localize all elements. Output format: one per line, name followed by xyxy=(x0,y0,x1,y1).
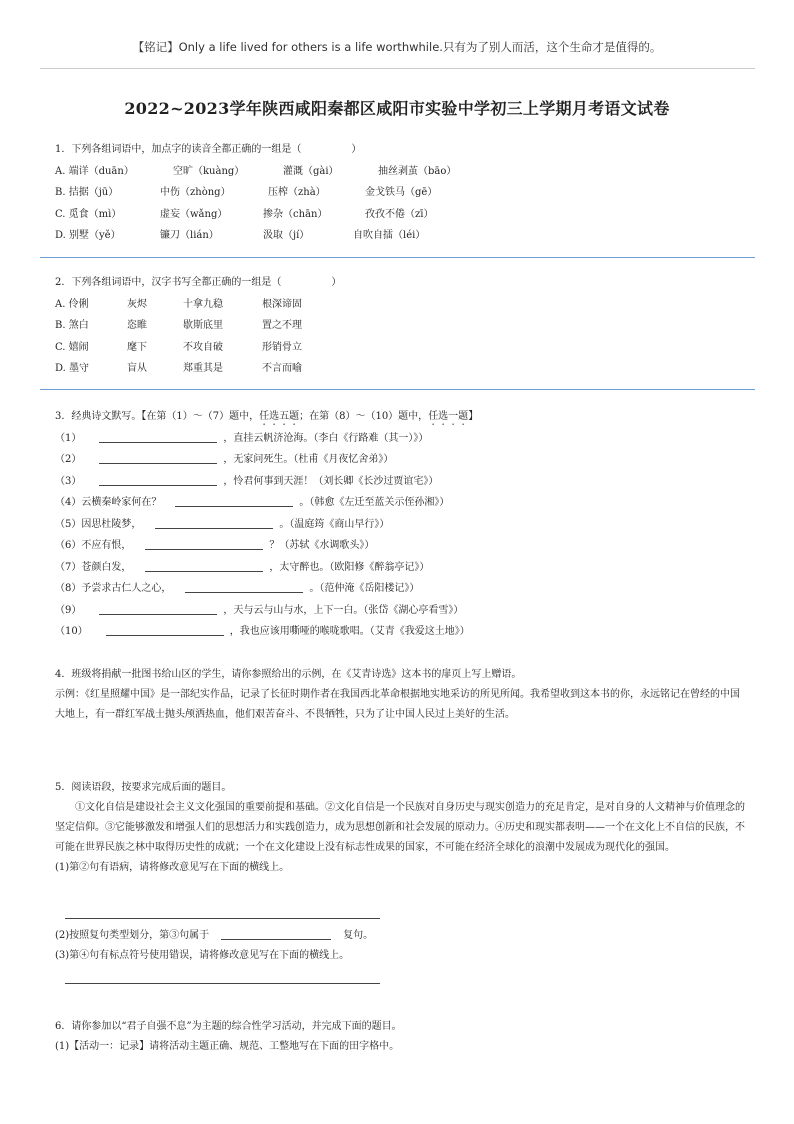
option-d-word-4: 不言而喻 xyxy=(262,363,302,374)
option-b-word-3: 歇斯底里 xyxy=(183,320,223,331)
answer-blank[interactable] xyxy=(185,580,303,593)
option-c-word-1: C. 觅食（mì） xyxy=(55,208,122,220)
option-c-word-3: 不攻自破 xyxy=(183,341,223,353)
option-b-word-1: B. 拮据（jū） xyxy=(55,187,119,198)
option-d-word-2: 盲从 xyxy=(127,363,147,374)
option-b-word-2: 中伤（zhòng） xyxy=(160,187,231,198)
answer-blank[interactable] xyxy=(99,473,217,486)
question-6-stem: 6．请你参加以“君子自强不息”为主题的综合性学习活动，并完成下面的题目。 xyxy=(55,1021,402,1032)
question-5-passage: ①文化自信是建设社会主义文化强国的重要前提和基础。②文化自信是一个民族对自身历史与现实创造力的充足肯定，是对自身的人文精神与价值理念的坚定信仰。③它能够激发和增强人们的思想活力和实践创造力，成为思想创新和社会发展的原动力。④历史和现实都表明——一个在文化上不自信的民族，不可能在世界民族之林中取得历史性的成就；一个在文化建设上没有标志性成果的国家，不可能在经济全球化的浪潮中发展成为现代化的强国。 xyxy=(55,802,745,853)
question-3 xyxy=(55,406,478,643)
option-row xyxy=(55,204,434,226)
option-c-word-3: 掺杂（chān） xyxy=(263,208,328,220)
recitation-item: （2） ，无家问死生。（杜甫《月夜忆舍弟》） xyxy=(55,449,478,471)
option-b-word-1: B. 煞白 xyxy=(55,320,89,331)
answer-blank[interactable] xyxy=(221,927,331,940)
option-c-word-2: 虚妄（wǎng） xyxy=(160,208,228,220)
option-row xyxy=(55,161,457,183)
option-a-word-1: A. 伶俐 xyxy=(55,298,89,310)
question-4 xyxy=(55,665,745,725)
answer-blank[interactable] xyxy=(155,516,273,529)
question-2 xyxy=(55,272,341,380)
answer-blank[interactable] xyxy=(99,602,217,615)
option-a-word-3: 十拿九稳 xyxy=(183,298,223,310)
question-1 xyxy=(55,139,457,247)
answer-blank[interactable] xyxy=(99,430,217,443)
question-1-stem: 1．下列各组词语中，加点字的读音全都正确的一组是（ ） xyxy=(55,144,362,155)
recitation-item: （5）因思杜陵梦， 。（温庭筠《商山早行》） xyxy=(55,514,478,536)
option-row xyxy=(55,182,438,204)
question-6-sub-1: (1)【活动一：记录】请将活动主题正确、规范、工整地写在下面的田字格中。 xyxy=(55,1041,400,1052)
motto-banner: 【铭记】Only a life lived for others is a life worthwhile.只有为了别人而活，这个生命才是值得的。 xyxy=(132,40,662,54)
question-6 xyxy=(55,1017,745,1057)
recitation-item: （10） ，我也应该用嘶哑的喉咙歌唱。（艾青《我爱这土地》） xyxy=(55,621,478,643)
question-5 xyxy=(55,778,745,878)
option-c-word-1: C. 嬉闹 xyxy=(55,341,89,353)
question-4-example: 示例：《红星照耀中国》是一部纪实作品，记录了长征时期作者在我国西北革命根据地实地采访的所见所闻。我希望收到这本书的你，永远铭记在曾经的中国大地上，有一群红军战士抛头颅洒热血，他们艰苦奋斗、不畏牺牲，只为了让中国人民过上美好的生活。 xyxy=(55,689,740,720)
recitation-item: （9） ，天与云与山与水，上下一白。（张岱《湖心亭看雪》） xyxy=(55,600,478,622)
option-a-word-2: 空旷（kuàng） xyxy=(173,165,245,177)
recitation-item: （6）不应有恨， ？（苏轼《水调歌头》） xyxy=(55,535,478,557)
option-b-word-2: 恣睢 xyxy=(127,320,147,331)
recitation-item: （8）予尝求古仁人之心， 。（范仲淹《岳阳楼记》） xyxy=(55,578,478,600)
recitation-item: （7）苍颜白发， ，太守醉也。（欧阳修《醉翁亭记》） xyxy=(55,557,478,579)
question-5-sub-1: (1)第②句有语病，请将修改意见写在下面的横线上。 xyxy=(55,862,290,873)
option-row xyxy=(55,294,341,316)
question-5-sub-3: (3)第④句有标点符号使用错误，请将修改意见写在下面的横线上。 xyxy=(55,950,350,961)
answer-blank[interactable] xyxy=(106,623,224,636)
question-5-sub-2: (2)按照复句类型划分，第③句属于 复句。 xyxy=(55,926,745,946)
option-row xyxy=(55,315,341,337)
answer-line-5-1[interactable] xyxy=(65,918,380,919)
exam-title: 2022~2023学年陕西咸阳秦都区咸阳市实验中学初三上学期月考语文试卷 xyxy=(124,99,670,118)
option-row xyxy=(55,358,341,380)
question-3-stem: 3．经典诗文默写。【在第（1）～（7）题中，任选五题；在第（8）～（10）题中，任选一题】 xyxy=(55,411,479,422)
option-d-word-4: 自吹自擂（léi） xyxy=(353,230,426,241)
option-b-word-4: 金戈铁马（gē） xyxy=(365,187,438,198)
option-d-word-2: 镰刀（lián） xyxy=(160,230,219,241)
option-a-word-2: 灰烬 xyxy=(127,298,147,310)
question-2-stem: 2．下列各组词语中，汉字书写全都正确的一组是（ ） xyxy=(55,277,342,288)
question-5-stem: 5．阅读语段，按要求完成后面的题目。 xyxy=(55,782,232,793)
emphasis-choose-one: 任选一题 xyxy=(428,411,469,422)
recitation-item: （4）云横秦岭家何在？ 。（韩愈《左迁至蓝关示侄孙湘》） xyxy=(55,492,478,514)
option-d-word-3: 汲取（jí） xyxy=(263,230,310,241)
option-a-word-4: 根深谛固 xyxy=(262,298,302,310)
option-b-word-3: 压榨（zhà） xyxy=(268,187,326,198)
answer-blank[interactable] xyxy=(99,451,217,464)
option-d-word-1: D. 别墅（yě） xyxy=(55,230,121,241)
answer-blank[interactable] xyxy=(145,537,263,550)
recitation-item: （3） ，怜君何事到天涯！（刘长卿《长沙过贾谊宅》） xyxy=(55,471,478,493)
option-a-word-1: A. 端详（duān） xyxy=(55,165,134,177)
option-a-word-4: 抽丝剥茧（bāo） xyxy=(378,165,457,177)
header-divider xyxy=(40,68,755,69)
option-row xyxy=(55,337,341,359)
option-c-word-4: 形销骨立 xyxy=(262,341,302,353)
emphasis-choose-five: 任选五题 xyxy=(259,411,300,422)
option-row xyxy=(55,225,426,247)
answer-blank[interactable] xyxy=(175,494,293,507)
section-divider xyxy=(40,389,755,390)
answer-blank[interactable] xyxy=(145,559,263,572)
question-4-stem: 4．班级将捐献一批图书给山区的学生，请你参照给出的示例，在《艾青诗选》这本书的扉页上写上赠语。 xyxy=(55,669,522,680)
section-divider xyxy=(40,257,755,258)
option-d-word-3: 郑重其是 xyxy=(183,363,223,374)
answer-line-5-3[interactable] xyxy=(65,983,380,984)
option-c-word-2: 麾下 xyxy=(127,341,147,353)
option-c-word-4: 孜孜不倦（zī） xyxy=(365,208,434,220)
recitation-item: （1） ，直挂云帆济沧海。（李白《行路难（其一）》） xyxy=(55,428,478,450)
option-d-word-1: D. 墨守 xyxy=(55,363,90,374)
option-b-word-4: 置之不理 xyxy=(262,320,302,331)
option-a-word-3: 灌溉（gài） xyxy=(283,165,339,177)
